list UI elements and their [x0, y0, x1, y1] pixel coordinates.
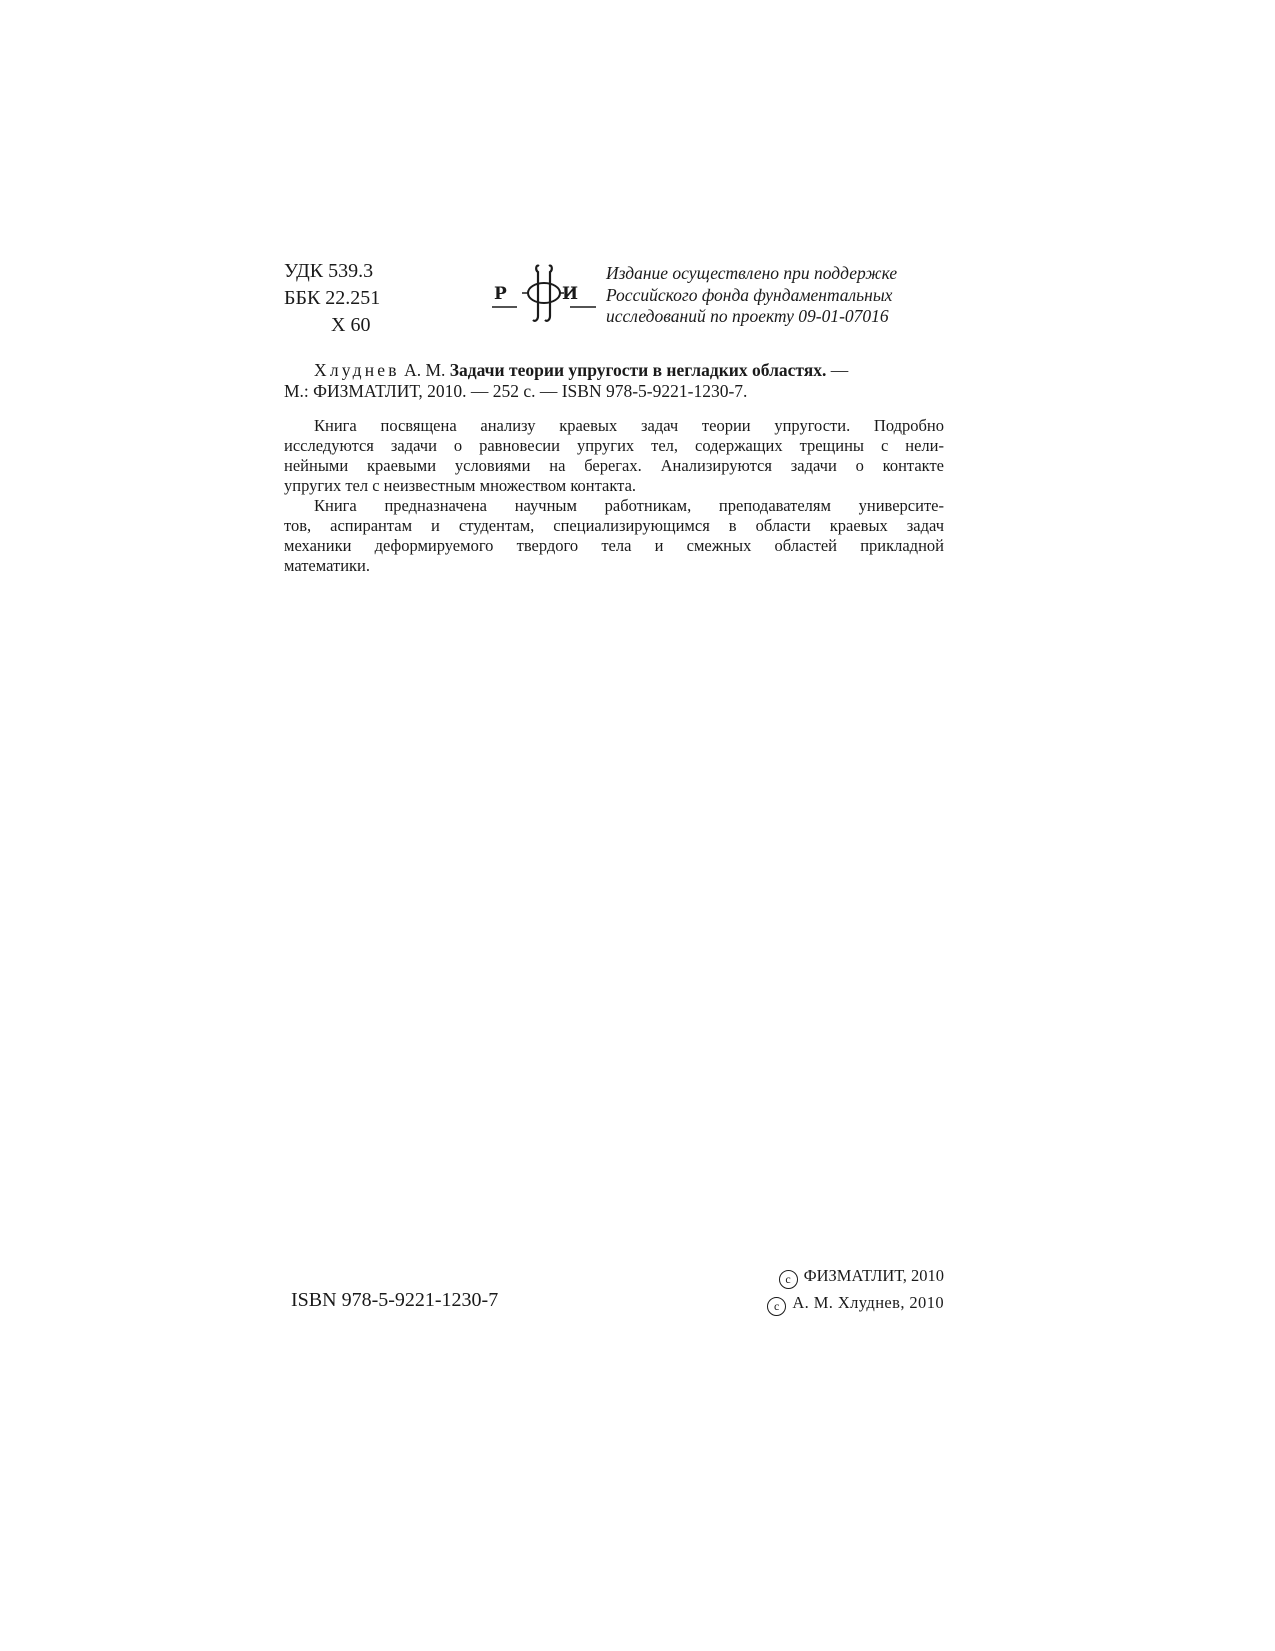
- annotation-line: Книга посвящена анализу краевых задач теории упругости. Подробно: [314, 416, 944, 435]
- bibliographic-entry: [284, 360, 944, 402]
- copyright-icon: c: [779, 1270, 798, 1289]
- annotation-line: нейными краевыми условиями на берегах. Анализируются задачи о контакте: [284, 456, 944, 475]
- funding-line: Издание осуществлено при поддержке: [606, 263, 898, 283]
- annotation-line: исследуются задачи о равновесии упругих тел, содержащих трещины с нели-: [284, 436, 944, 455]
- svg-text:И: И: [562, 284, 579, 304]
- annotation-line: упругих тел с неизвестным множеством контакта.: [284, 476, 637, 495]
- biblio-title: Задачи теории упругости в негладких областях.: [449, 360, 827, 380]
- copyright-author-text: А. М. Хлуднев, 2010: [792, 1293, 944, 1312]
- copyright-publisher-text: ФИЗМАТЛИТ, 2010: [803, 1266, 944, 1285]
- author-mark: Х 60: [331, 314, 371, 336]
- biblio-dash: —: [830, 360, 849, 380]
- funding-line: Российского фонда фундаментальных: [606, 284, 893, 305]
- annotation-line: математики.: [284, 556, 370, 575]
- copyright-icon: c: [767, 1297, 786, 1316]
- bbk-code: ББК 22.251: [284, 287, 381, 309]
- annotation-line: Книга предназначена научным работникам, преподавателям университе-: [314, 496, 944, 515]
- copyright-block: [767, 1262, 944, 1316]
- annotation-line: механики деформируемого твердого тела и смежных областей прикладной: [284, 536, 944, 555]
- biblio-line-2: М.: ФИЗМАТЛИТ, 2010. — 252 с. — ISBN 978-5-9221-1230-7.: [284, 381, 748, 401]
- isbn: ISBN 978-5-9221-1230-7: [291, 1289, 499, 1311]
- copyright-publisher: [767, 1262, 944, 1289]
- biblio-author: Хлуднев: [314, 360, 400, 380]
- svg-text:Р: Р: [494, 284, 507, 304]
- udk-code: УДК 539.3: [284, 260, 374, 282]
- biblio-initials: А. М.: [404, 360, 446, 380]
- copyright-author: [767, 1289, 944, 1316]
- annotation-line: тов, аспирантам и студентам, специализирующимся в области краевых задач: [284, 516, 944, 535]
- funding-line: исследований по проекту 09-01-07016: [606, 306, 889, 326]
- classification-codes: [284, 258, 380, 339]
- annotation: [284, 416, 944, 576]
- rffi-logo-icon: [492, 262, 598, 324]
- funding-note: [606, 263, 944, 328]
- biblio-line-1: [284, 360, 944, 381]
